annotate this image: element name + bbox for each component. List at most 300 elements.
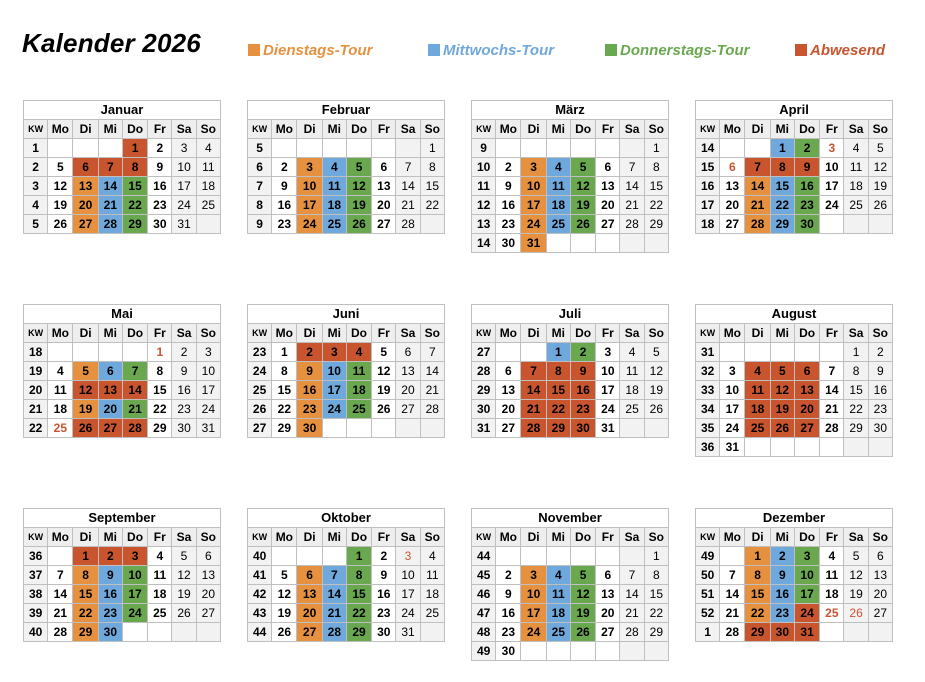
day-cell: 29	[644, 623, 668, 642]
empty-day-cell	[372, 419, 396, 438]
day-cell: 3	[122, 547, 147, 566]
day-cell: 22	[745, 604, 770, 623]
weekday-header: Mi	[770, 324, 794, 343]
day-cell: 11	[322, 177, 346, 196]
empty-day-cell	[844, 438, 868, 457]
day-cell: 16	[372, 585, 396, 604]
empty-day-cell	[644, 234, 668, 253]
day-cell: 22	[546, 400, 570, 419]
weekday-header: Di	[745, 528, 770, 547]
day-cell: 9	[98, 566, 122, 585]
week-row	[24, 177, 221, 196]
weekday-header: Do	[122, 528, 147, 547]
day-cell: 28	[521, 419, 546, 438]
week-row	[472, 585, 669, 604]
week-number: 27	[472, 343, 496, 362]
week-row	[248, 604, 445, 623]
week-number-header: KW	[696, 120, 720, 139]
empty-day-cell	[720, 139, 745, 158]
day-cell: 22	[420, 196, 444, 215]
empty-day-cell	[570, 547, 595, 566]
weekday-header: Mi	[546, 120, 570, 139]
day-cell: 26	[272, 623, 297, 642]
day-cell: 18	[820, 585, 844, 604]
week-row	[24, 566, 221, 585]
weekday-header: Mi	[98, 120, 122, 139]
weekday-header: Mi	[322, 120, 346, 139]
week-number-header: KW	[472, 120, 496, 139]
day-cell: 11	[844, 158, 868, 177]
day-cell: 1	[644, 139, 668, 158]
day-cell: 5	[570, 158, 595, 177]
day-cell: 13	[794, 381, 819, 400]
empty-day-cell	[521, 547, 546, 566]
weekday-header: Di	[73, 324, 98, 343]
empty-day-cell	[272, 547, 297, 566]
week-number: 13	[472, 215, 496, 234]
day-cell: 25	[196, 196, 220, 215]
week-number: 34	[696, 400, 720, 419]
empty-day-cell	[644, 642, 668, 661]
day-cell: 17	[196, 381, 220, 400]
day-cell: 28	[820, 419, 844, 438]
day-cell: 30	[172, 419, 196, 438]
day-cell: 20	[297, 604, 322, 623]
empty-day-cell	[745, 438, 770, 457]
day-cell: 15	[644, 177, 668, 196]
week-number: 32	[696, 362, 720, 381]
week-row	[472, 343, 669, 362]
weekday-header: Fr	[596, 324, 620, 343]
weekday-header-row	[248, 324, 445, 343]
week-number: 9	[248, 215, 272, 234]
day-cell: 3	[596, 343, 620, 362]
day-cell: 13	[496, 381, 521, 400]
week-number: 44	[248, 623, 272, 642]
week-number: 19	[24, 362, 48, 381]
day-cell: 23	[372, 604, 396, 623]
day-cell: 13	[196, 566, 220, 585]
day-cell: 19	[372, 381, 396, 400]
day-cell: 15	[122, 177, 147, 196]
week-row	[472, 419, 669, 438]
day-cell: 29	[644, 215, 668, 234]
empty-day-cell	[98, 139, 122, 158]
empty-day-cell	[720, 547, 745, 566]
day-cell: 17	[596, 381, 620, 400]
day-cell: 2	[272, 158, 297, 177]
weekday-header: So	[868, 120, 892, 139]
legend-label: Mittwochs-Tour	[443, 41, 555, 59]
day-cell: 19	[868, 177, 892, 196]
weekday-header: Mi	[98, 528, 122, 547]
day-cell: 24	[122, 604, 147, 623]
day-cell: 26	[570, 215, 595, 234]
day-cell: 16	[496, 604, 521, 623]
day-cell: 9	[372, 566, 396, 585]
day-cell: 30	[98, 623, 122, 642]
week-number: 18	[696, 215, 720, 234]
weekday-header: So	[420, 528, 444, 547]
month-calendar	[471, 508, 669, 661]
day-cell: 8	[546, 362, 570, 381]
week-number: 24	[248, 362, 272, 381]
day-cell: 24	[172, 196, 196, 215]
week-row	[696, 381, 893, 400]
day-cell: 6	[596, 566, 620, 585]
day-cell: 2	[98, 547, 122, 566]
day-cell: 17	[172, 177, 196, 196]
day-cell: 20	[196, 585, 220, 604]
day-cell: 16	[496, 196, 521, 215]
empty-day-cell	[122, 343, 147, 362]
empty-day-cell	[820, 343, 844, 362]
day-cell: 1	[122, 139, 147, 158]
day-cell: 5	[73, 362, 98, 381]
day-cell: 20	[720, 196, 745, 215]
day-cell: 1	[73, 547, 98, 566]
empty-day-cell	[48, 139, 73, 158]
day-cell: 5	[770, 362, 794, 381]
day-cell: 6	[596, 158, 620, 177]
weekday-header: So	[644, 120, 668, 139]
month-calendar	[23, 508, 221, 642]
weekday-header-row	[472, 120, 669, 139]
day-cell: 14	[745, 177, 770, 196]
empty-day-cell	[297, 139, 322, 158]
weekday-header: Di	[73, 120, 98, 139]
empty-day-cell	[770, 343, 794, 362]
day-cell: 16	[172, 381, 196, 400]
week-number: 35	[696, 419, 720, 438]
day-cell: 3	[196, 343, 220, 362]
day-cell: 29	[346, 623, 371, 642]
weekday-header: Di	[297, 324, 322, 343]
week-number: 16	[696, 177, 720, 196]
day-cell: 2	[496, 158, 521, 177]
day-cell: 21	[322, 604, 346, 623]
day-cell: 12	[844, 566, 868, 585]
day-cell: 22	[644, 196, 668, 215]
day-cell: 24	[794, 604, 819, 623]
weekday-header: Mo	[720, 528, 745, 547]
day-cell: 11	[196, 158, 220, 177]
day-cell: 7	[420, 343, 444, 362]
weekday-header: Do	[346, 120, 371, 139]
empty-day-cell	[122, 623, 147, 642]
empty-day-cell	[570, 642, 595, 661]
day-cell: 8	[770, 158, 794, 177]
weekday-header: Mo	[496, 324, 521, 343]
day-cell: 13	[596, 177, 620, 196]
day-cell: 31	[521, 234, 546, 253]
day-cell: 8	[148, 362, 172, 381]
day-cell: 15	[844, 381, 868, 400]
week-number-header: KW	[696, 528, 720, 547]
day-cell: 21	[396, 196, 420, 215]
week-number: 49	[472, 642, 496, 661]
day-cell: 27	[868, 604, 892, 623]
day-cell: 20	[868, 585, 892, 604]
weekday-header: Do	[122, 324, 147, 343]
month-title: April	[696, 101, 893, 120]
day-cell: 28	[98, 215, 122, 234]
month-title: September	[24, 509, 221, 528]
empty-day-cell	[596, 139, 620, 158]
weekday-header: So	[868, 528, 892, 547]
week-row	[472, 547, 669, 566]
legend-item	[428, 41, 554, 59]
month-title: Februar	[248, 101, 445, 120]
day-cell: 9	[148, 158, 172, 177]
empty-day-cell	[868, 623, 892, 642]
day-cell: 18	[322, 196, 346, 215]
day-cell: 1	[148, 343, 172, 362]
day-cell: 18	[48, 400, 73, 419]
empty-day-cell	[820, 215, 844, 234]
day-cell: 15	[644, 585, 668, 604]
day-cell: 29	[148, 419, 172, 438]
day-cell: 4	[346, 343, 371, 362]
week-row	[248, 381, 445, 400]
day-cell: 11	[546, 585, 570, 604]
day-cell: 10	[322, 362, 346, 381]
day-cell: 7	[322, 566, 346, 585]
day-cell: 14	[48, 585, 73, 604]
weekday-header: Mi	[770, 120, 794, 139]
week-row	[24, 196, 221, 215]
week-row	[24, 419, 221, 438]
empty-day-cell	[521, 343, 546, 362]
day-cell: 1	[770, 139, 794, 158]
weekday-header: Mi	[322, 324, 346, 343]
day-cell: 22	[148, 400, 172, 419]
day-cell: 9	[496, 177, 521, 196]
week-row	[472, 623, 669, 642]
empty-day-cell	[546, 234, 570, 253]
week-row	[248, 566, 445, 585]
day-cell: 13	[372, 177, 396, 196]
day-cell: 4	[620, 343, 644, 362]
legend-label: Dienstags-Tour	[263, 41, 373, 59]
month-title: Januar	[24, 101, 221, 120]
weekday-header: Do	[794, 324, 819, 343]
day-cell: 6	[794, 362, 819, 381]
day-cell: 13	[396, 362, 420, 381]
day-cell: 3	[720, 362, 745, 381]
day-cell: 10	[196, 362, 220, 381]
day-cell: 19	[770, 400, 794, 419]
empty-day-cell	[820, 438, 844, 457]
day-cell: 5	[868, 139, 892, 158]
week-row	[696, 139, 893, 158]
empty-day-cell	[546, 139, 570, 158]
week-number: 23	[248, 343, 272, 362]
day-cell: 10	[596, 362, 620, 381]
weekday-header: Di	[521, 324, 546, 343]
week-number: 40	[248, 547, 272, 566]
day-cell: 7	[745, 158, 770, 177]
day-cell: 18	[745, 400, 770, 419]
month-calendar	[247, 508, 445, 642]
day-cell: 19	[73, 400, 98, 419]
day-cell: 30	[570, 419, 595, 438]
week-number: 36	[24, 547, 48, 566]
empty-day-cell	[196, 623, 220, 642]
day-cell: 26	[644, 400, 668, 419]
week-row	[472, 362, 669, 381]
day-cell: 11	[745, 381, 770, 400]
empty-day-cell	[346, 419, 371, 438]
week-number: 30	[472, 400, 496, 419]
day-cell: 20	[596, 196, 620, 215]
week-number: 45	[472, 566, 496, 585]
day-cell: 15	[148, 381, 172, 400]
week-row	[24, 400, 221, 419]
day-cell: 4	[820, 547, 844, 566]
weekday-header: Di	[297, 528, 322, 547]
week-number: 9	[472, 139, 496, 158]
week-row	[24, 158, 221, 177]
day-cell: 11	[346, 362, 371, 381]
day-cell: 13	[596, 585, 620, 604]
day-cell: 19	[346, 196, 371, 215]
week-row	[24, 623, 221, 642]
weekday-header-row	[696, 324, 893, 343]
empty-day-cell	[272, 139, 297, 158]
day-cell: 26	[770, 419, 794, 438]
day-cell: 2	[372, 547, 396, 566]
day-cell: 29	[272, 419, 297, 438]
day-cell: 17	[794, 585, 819, 604]
day-cell: 10	[794, 566, 819, 585]
weekday-header: Di	[73, 528, 98, 547]
empty-day-cell	[521, 139, 546, 158]
day-cell: 23	[172, 400, 196, 419]
day-cell: 19	[172, 585, 196, 604]
day-cell: 2	[172, 343, 196, 362]
day-cell: 14	[820, 381, 844, 400]
empty-day-cell	[570, 139, 595, 158]
weekday-header: Sa	[844, 120, 868, 139]
day-cell: 7	[521, 362, 546, 381]
weekday-header: Mo	[48, 528, 73, 547]
day-cell: 22	[122, 196, 147, 215]
day-cell: 5	[844, 547, 868, 566]
week-row	[472, 139, 669, 158]
day-cell: 24	[596, 400, 620, 419]
legend-swatch-icon	[248, 44, 260, 56]
empty-day-cell	[546, 547, 570, 566]
day-cell: 18	[844, 177, 868, 196]
day-cell: 14	[620, 177, 644, 196]
day-cell: 21	[420, 381, 444, 400]
month-title: Juni	[248, 305, 445, 324]
day-cell: 16	[570, 381, 595, 400]
day-cell: 7	[396, 158, 420, 177]
month-calendar	[695, 304, 893, 457]
week-row	[248, 158, 445, 177]
day-cell: 30	[770, 623, 794, 642]
empty-day-cell	[322, 419, 346, 438]
day-cell: 19	[844, 585, 868, 604]
day-cell: 21	[820, 400, 844, 419]
weekday-header: Do	[346, 324, 371, 343]
week-number-header: KW	[696, 324, 720, 343]
day-cell: 22	[770, 196, 794, 215]
week-row	[24, 362, 221, 381]
weekday-header: Mo	[272, 528, 297, 547]
day-cell: 25	[820, 604, 844, 623]
day-cell: 19	[644, 381, 668, 400]
month-calendar	[471, 304, 669, 438]
empty-day-cell	[620, 419, 644, 438]
empty-day-cell	[844, 623, 868, 642]
week-number: 1	[696, 623, 720, 642]
day-cell: 4	[745, 362, 770, 381]
day-cell: 20	[596, 604, 620, 623]
day-cell: 30	[794, 215, 819, 234]
day-cell: 23	[794, 196, 819, 215]
day-cell: 18	[148, 585, 172, 604]
weekday-header: Fr	[596, 120, 620, 139]
day-cell: 23	[148, 196, 172, 215]
day-cell: 24	[521, 623, 546, 642]
day-cell: 25	[844, 196, 868, 215]
weekday-header: Sa	[396, 120, 420, 139]
week-number: 17	[696, 196, 720, 215]
week-number: 43	[248, 604, 272, 623]
legend-item	[248, 41, 372, 59]
empty-day-cell	[372, 139, 396, 158]
day-cell: 2	[148, 139, 172, 158]
day-cell: 3	[794, 547, 819, 566]
day-cell: 23	[297, 400, 322, 419]
day-cell: 31	[596, 419, 620, 438]
weekday-header: Do	[570, 324, 595, 343]
day-cell: 4	[322, 158, 346, 177]
day-cell: 10	[521, 177, 546, 196]
day-cell: 28	[420, 400, 444, 419]
day-cell: 28	[48, 623, 73, 642]
weekday-header: Mi	[546, 324, 570, 343]
weekday-header: Di	[745, 324, 770, 343]
day-cell: 3	[297, 158, 322, 177]
day-cell: 5	[272, 566, 297, 585]
day-cell: 15	[546, 381, 570, 400]
day-cell: 9	[570, 362, 595, 381]
month-calendar	[247, 304, 445, 438]
weekday-header: Do	[794, 528, 819, 547]
day-cell: 19	[570, 196, 595, 215]
day-cell: 15	[420, 177, 444, 196]
day-cell: 10	[122, 566, 147, 585]
day-cell: 2	[770, 547, 794, 566]
day-cell: 20	[372, 196, 396, 215]
day-cell: 8	[844, 362, 868, 381]
day-cell: 8	[122, 158, 147, 177]
day-cell: 12	[48, 177, 73, 196]
day-cell: 21	[48, 604, 73, 623]
week-number: 41	[248, 566, 272, 585]
month-calendar	[695, 100, 893, 234]
day-cell: 30	[372, 623, 396, 642]
weekday-header: Fr	[148, 324, 172, 343]
day-cell: 12	[570, 585, 595, 604]
week-row	[24, 585, 221, 604]
day-cell: 18	[346, 381, 371, 400]
day-cell: 20	[98, 400, 122, 419]
